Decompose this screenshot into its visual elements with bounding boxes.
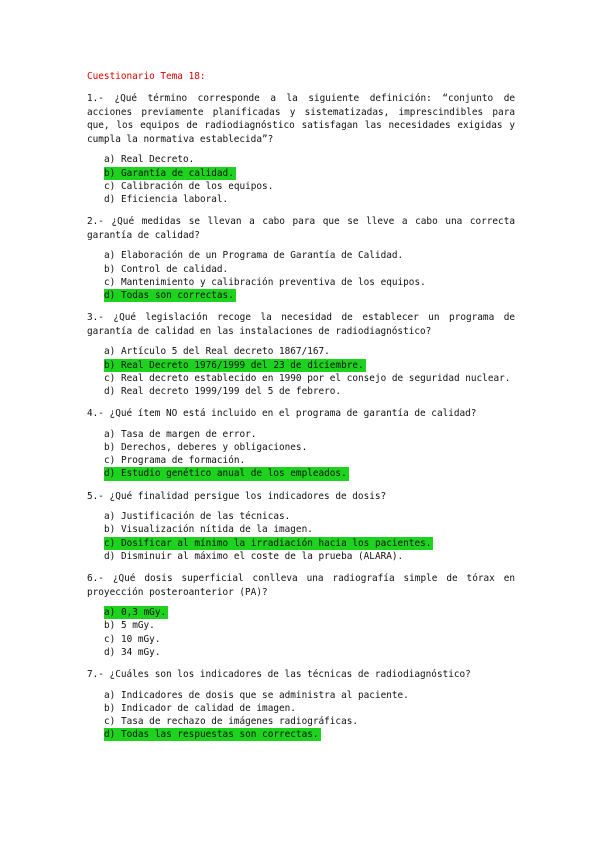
answer-option-correct <box>104 606 168 619</box>
answer-option <box>104 263 515 276</box>
answer-option-correct <box>104 359 366 372</box>
answer-letter: a) <box>104 511 116 523</box>
answer-text: Indicador de calidad de imagen. <box>120 702 296 714</box>
answer-option <box>104 193 515 206</box>
answer-option <box>104 702 515 715</box>
answer-option <box>104 646 515 659</box>
answer-option <box>104 619 515 632</box>
answer-option <box>104 633 515 646</box>
question-text: 5.- ¿Qué finalidad persigue los indicadores de dosis? <box>87 490 387 502</box>
answer-text: Indicadores de dosis que se administra al paciente. <box>120 689 409 701</box>
answer-letter: d) <box>104 729 116 741</box>
answer-text: 34 mGy. <box>120 646 161 658</box>
answer-text: Eficiencia laboral. <box>120 193 229 205</box>
answer-text: 0,3 mGy. <box>120 607 167 619</box>
answer-text: Real decreto establecido en 1990 por el consejo de seguridad nuclear. <box>120 372 511 384</box>
answer-option <box>104 153 515 166</box>
question-text: 3.- ¿Qué legislación recoge la necesidad de establecer un programa de garantía de calidad en las instalaciones de radiodiagnóstico? <box>87 312 515 337</box>
question-1 <box>87 92 515 206</box>
answer-letter: d) <box>104 646 116 658</box>
answer-text: Justificación de las técnicas. <box>120 511 291 523</box>
answer-letter: d) <box>104 289 116 301</box>
answer-text: Tasa de margen de error. <box>120 428 257 440</box>
answer-text: Artículo 5 del Real decreto 1867/167. <box>120 346 330 358</box>
answer-option <box>104 276 515 289</box>
answer-text: Control de calidad. <box>120 263 229 275</box>
question-5 <box>87 490 515 563</box>
answer-letter: a) <box>104 154 116 166</box>
answer-text: 10 mGy. <box>120 633 161 645</box>
answer-option <box>104 345 515 358</box>
question-text: 7.- ¿Cuáles son los indicadores de las técnicas de radiodiagnóstico? <box>87 669 471 680</box>
question-text: 2.- ¿Qué medidas se llevan a cabo para que se lleve a cabo una correcta garantía de calidad? <box>87 216 515 241</box>
answer-list <box>87 153 515 206</box>
answer-option <box>104 428 515 441</box>
answer-text: Todas son correctas. <box>120 289 234 301</box>
answer-text: 5 mGy. <box>120 620 155 632</box>
answer-list <box>87 345 515 398</box>
answer-option-correct <box>104 728 321 741</box>
answer-option <box>104 441 515 454</box>
answer-letter: a) <box>104 250 116 262</box>
answer-letter: b) <box>104 167 116 179</box>
answer-option-correct <box>104 289 236 302</box>
answer-text: Dosificar al mínimo la irradiación hacia los pacientes. <box>120 537 432 549</box>
question-list <box>87 92 515 741</box>
answer-text: Real Decreto 1976/1999 del 23 de diciembre. <box>120 359 364 371</box>
question-2 <box>87 215 515 302</box>
answer-list <box>87 510 515 563</box>
document-page <box>87 70 515 750</box>
answer-letter: d) <box>104 193 116 205</box>
answer-letter: b) <box>104 524 116 536</box>
answer-letter: d) <box>104 550 116 562</box>
question-3 <box>87 311 515 398</box>
question-text: 4.- ¿Qué ítem NO está incluido en el programa de garantía de calidad? <box>87 408 477 420</box>
answer-letter: c) <box>104 372 116 384</box>
answer-list <box>87 689 515 742</box>
answer-option <box>104 523 515 536</box>
answer-letter: d) <box>104 468 116 480</box>
answer-text: Programa de formación. <box>120 455 246 467</box>
answer-option-correct <box>104 167 236 180</box>
answer-option <box>104 249 515 262</box>
answer-option <box>104 689 515 702</box>
answer-text: Estudio genético anual de los empleados. <box>120 468 347 480</box>
answer-option <box>104 550 515 563</box>
answer-option <box>104 510 515 523</box>
answer-letter: c) <box>104 633 116 645</box>
answer-text: Visualización nítida de la imagen. <box>120 524 313 536</box>
answer-list <box>87 249 515 302</box>
answer-text: Tasa de rechazo de imágenes radiográficas. <box>120 716 359 727</box>
answer-letter: a) <box>104 346 116 358</box>
answer-letter: c) <box>104 537 116 549</box>
answer-list <box>87 606 515 659</box>
answer-letter: a) <box>104 689 116 701</box>
answer-letter: b) <box>104 263 116 275</box>
answer-text: Todas las respuestas son correctas. <box>120 729 319 741</box>
answer-list <box>87 428 515 481</box>
question-7 <box>87 668 515 741</box>
answer-option <box>104 385 515 398</box>
answer-letter: a) <box>104 607 116 619</box>
answer-letter: b) <box>104 702 116 714</box>
question-text: 1.- ¿Qué término corresponde a la siguiente definición: “conjunto de acciones previamente planificadas y sistematizadas, imprescindibles para que, los equipos de radiodiagnóstico satisfagan las necesidades exigidas y cumpla la normativa establecida”? <box>87 93 515 145</box>
answer-text: Calibración de los equipos. <box>120 180 274 192</box>
answer-letter: c) <box>104 180 116 192</box>
answer-letter: c) <box>104 716 116 727</box>
document-title: Cuestionario Tema 18: <box>87 71 206 82</box>
answer-option <box>104 715 515 728</box>
question-text: 6.- ¿Qué dosis superficial conlleva una radiografía simple de tórax en proyección posteroanterior (PA)? <box>87 573 515 598</box>
answer-text: Real decreto 1999/199 del 5 de febrero. <box>120 385 342 397</box>
question-4 <box>87 407 515 480</box>
answer-text: Mantenimiento y calibración preventiva de los equipos. <box>120 276 426 288</box>
answer-letter: b) <box>104 441 116 453</box>
answer-option-correct <box>104 537 433 550</box>
question-6 <box>87 572 515 659</box>
answer-text: Disminuir al máximo el coste de la prueba (ALARA). <box>120 550 404 562</box>
answer-text: Real Decreto. <box>120 154 195 166</box>
answer-letter: b) <box>104 620 116 632</box>
answer-option <box>104 180 515 193</box>
answer-letter: d) <box>104 385 116 397</box>
answer-letter: a) <box>104 428 116 440</box>
answer-text: Derechos, deberes y obligaciones. <box>120 441 308 453</box>
answer-letter: b) <box>104 359 116 371</box>
answer-text: Elaboración de un Programa de Garantía de Calidad. <box>120 250 404 262</box>
answer-option-correct <box>104 467 349 480</box>
answer-text: Garantía de calidad. <box>120 167 234 179</box>
answer-letter: c) <box>104 276 116 288</box>
answer-option <box>104 454 515 467</box>
answer-option <box>104 372 515 385</box>
answer-letter: c) <box>104 455 116 467</box>
